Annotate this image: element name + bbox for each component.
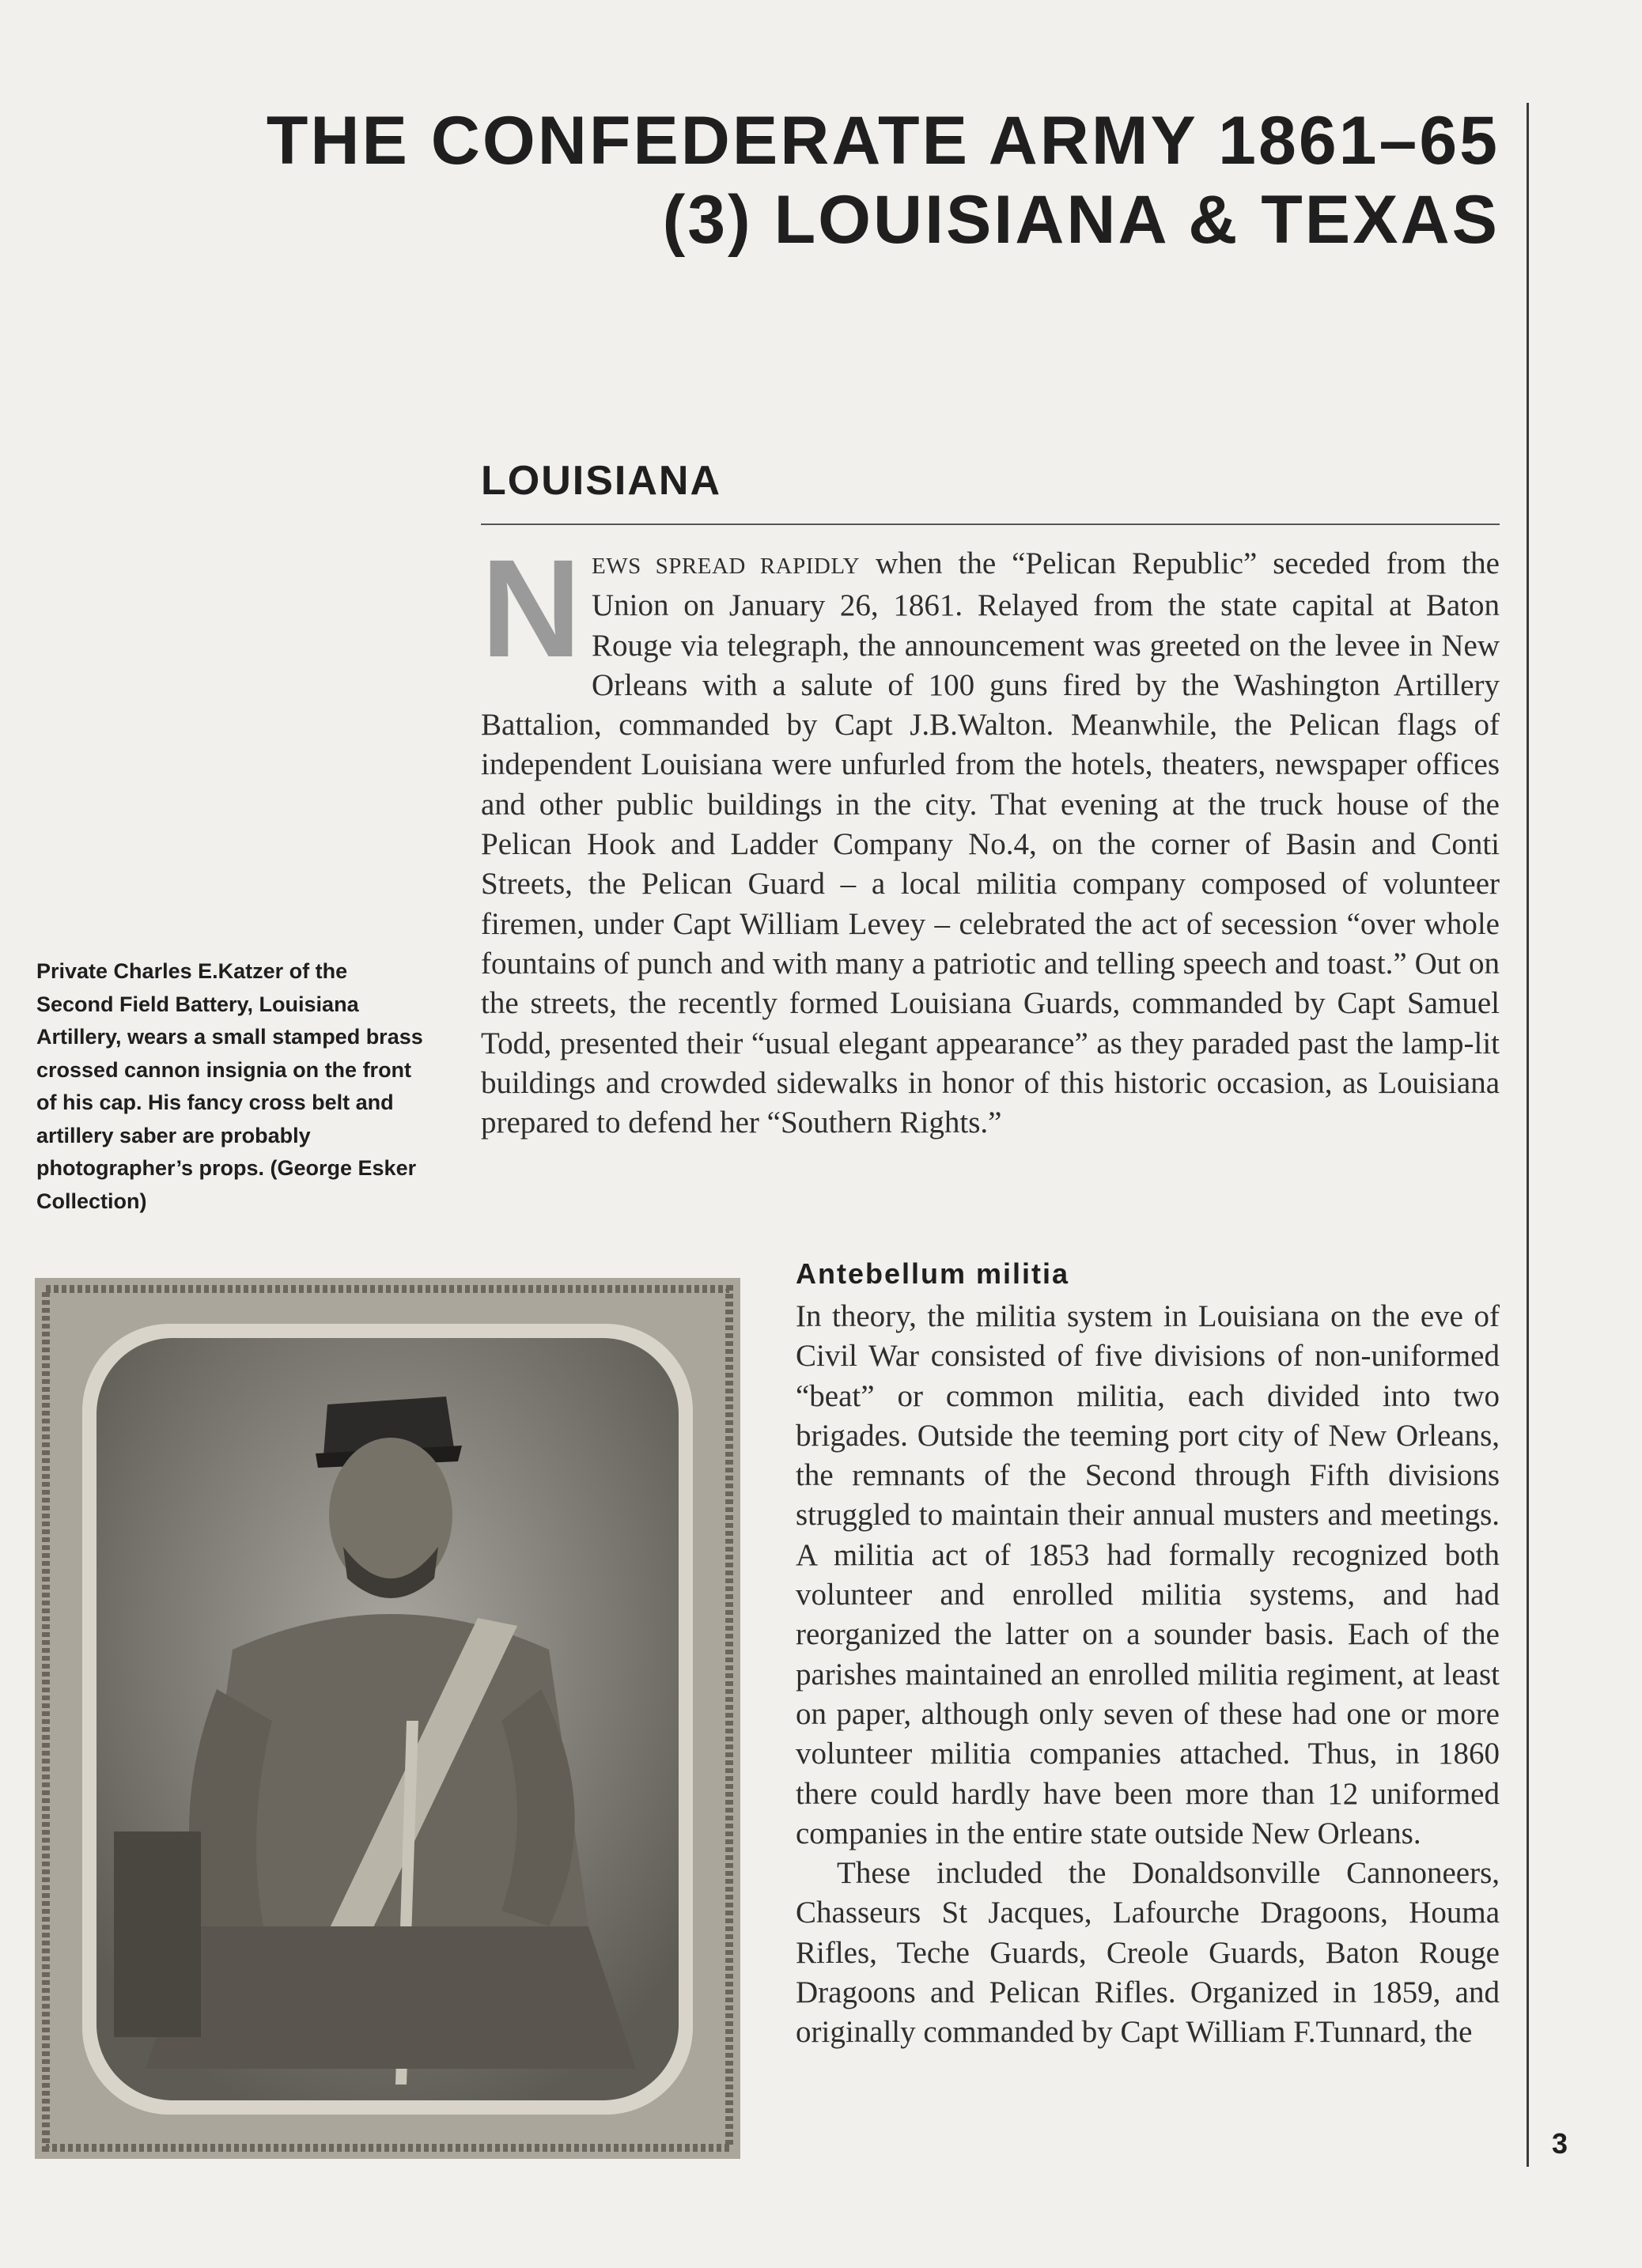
section-rule: [481, 524, 1500, 525]
body-paragraph-2: These included the Donaldsonville Cannoneers, Chasseurs St Jacques, Lafourche Dragoons, Houma Rifles, Teche Guards, Creole Guards, Baton Rouge Dragoons and Pelican Rifles. Organized in 1859, and originally commanded by Capt William F.Tunnard, the: [796, 1856, 1500, 2050]
portrait-photo: [35, 1278, 740, 2159]
subheading: Antebellum militia: [796, 1257, 1070, 1290]
drop-cap: N: [481, 531, 582, 686]
tintype-portrait-image: [35, 1278, 740, 2159]
body-paragraph-1: In theory, the militia system in Louisiana on the eve of Civil War consisted of five divisions of non-uniformed “beat” or common militia, each divided into two brigades. Outside the teeming port city of New Orleans, the remnants of the Second through Fifth divisions struggled to maintain their annual musters and meetings. A militia act of 1853 had formally recognized both volunteer and enrolled militia systems, and had reorganized the latter on a sounder basis. Each of the parishes maintained an enrolled militia regiment, at least on paper, although only seven of these had one or more volunteer militia companies attached. Thus, in 1860 there could hardly have been more than 12 uniformed companies in the entire state outside New Orleans.: [796, 1299, 1500, 1850]
vertical-rule: [1527, 103, 1529, 2167]
title-line-2: (3) LOUISIANA & TEXAS: [662, 182, 1500, 258]
body-column: [796, 1297, 1500, 2053]
title-line-1: THE CONFEDERATE ARMY 1861–65: [266, 103, 1500, 179]
intro-paragraph: [481, 531, 1500, 1143]
page-number: 3: [1552, 2127, 1568, 2160]
intro-text: when the “Pelican Republic” seceded from the Union on January 26, 1861. Relayed from the state capital at Baton Rouge via telegraph, the announcement was greeted on the levee in New Orleans with a salute of 100 guns fired by the Washington Artillery Battalion, commanded by Capt J.B.Walton. Meanwhile, the Pelican flags of independent Louisiana were unfurled from the hotels, theaters, newspaper offices and other public buildings in the city. That evening at the truck house of the Pelican Hook and Ladder Company No.4, on the corner of Basin and Conti Streets, the Pelican Guard – a local militia company composed of volunteer firemen, under Capt William Levey – celebrated the act of secession “over whole fountains of punch and with many a patriotic and telling speech and toast.” Out on the streets, the recently formed Louisiana Guards, commanded by Capt Samuel Todd, presented their “usual elegant appearance” as they paraded past the lamp-lit buildings and crowded sidewalks in honor of this historic occasion, as Louisiana prepared to defend her “Southern Rights.”: [481, 546, 1500, 1140]
page-title: [0, 101, 1500, 259]
photo-caption: Private Charles E.Katzer of the Second Field Battery, Louisiana Artillery, wears a small stamped brass crossed cannon insignia on the front of his cap. His fancy cross belt and artillery saber are probably photographer’s props. (George Esker Collection): [36, 959, 423, 1213]
lead-in: EWS SPREAD RAPIDLY: [592, 554, 861, 579]
section-heading: LOUISIANA: [481, 458, 721, 504]
